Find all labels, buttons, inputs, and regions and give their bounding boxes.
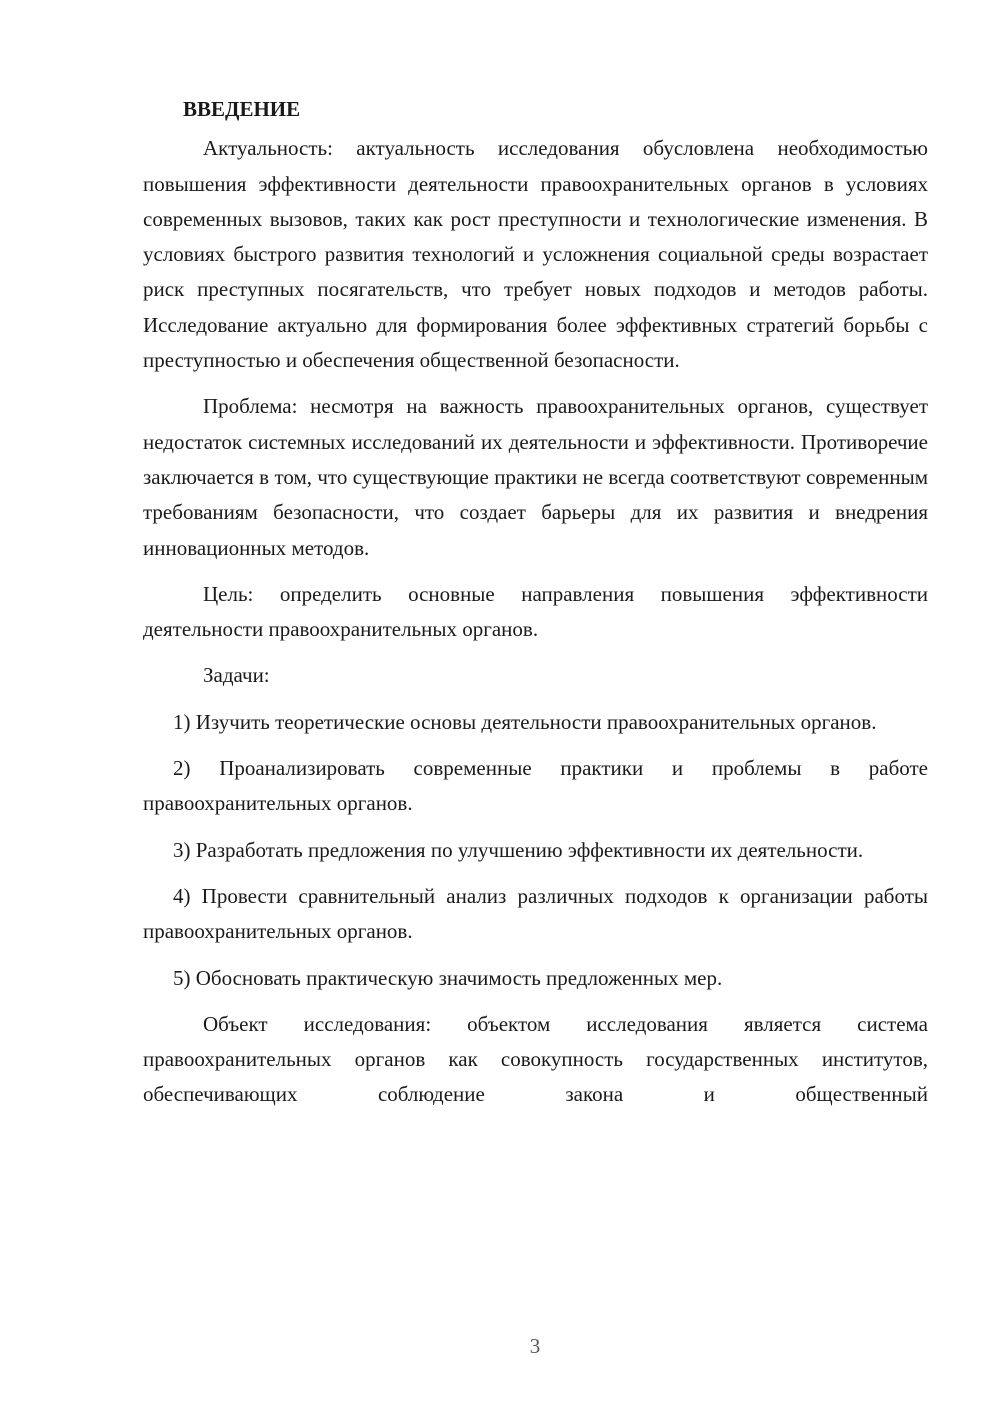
page-number: 3 xyxy=(529,1334,541,1358)
task-item: 5) Обосновать практическую значимость предложенных мер. xyxy=(173,965,723,990)
relevance-paragraph: Актуальность: актуальность исследования обусловлена необходимостью повышения эффективности деятельности правоохранительных органов в условиях современных вызовов, таких как рост преступности и технологические изменения. В условиях быстрого развития технологий и усложнения социальной среды возрастает риск преступных посягательств, что требует новых подходов и методов работы. Исследование актуально для формирования более эффективных стратегий борьбы с преступностью и обеспечения общественной безопасности. xyxy=(143,136,928,373)
task-item: 3) Разработать предложения по улучшению эффективности их деятельности. xyxy=(173,837,864,862)
document-page xyxy=(143,92,928,1124)
problem-paragraph: Проблема: несмотря на важность правоохранительных органов, существует недостаток системных исследований их деятельности и эффективности. Противоречие заключается в том, что существующие практики не всегда соответствуют современным требованиям безопасности, что создает барьеры для их развития и внедрения инновационных методов. xyxy=(143,394,928,560)
task-item: 1) Изучить теоретические основы деятельности правоохранительных органов. xyxy=(173,709,877,734)
task-item: 4) Провести сравнительный анализ различных подходов к организации работы правоохранительных органов. xyxy=(143,883,928,944)
section-heading: ВВЕДЕНИЕ xyxy=(183,97,301,121)
goal-paragraph: Цель: определить основные направления повышения эффективности деятельности правоохранительных органов. xyxy=(143,581,928,642)
tasks-heading: Задачи: xyxy=(203,663,270,688)
object-paragraph: Объект исследования: объектом исследования является система правоохранительных органов как совокупность государственных институтов, обеспечивающих соблюдение закона и общественный xyxy=(143,1011,928,1107)
task-item: 2) Проанализировать современные практики и проблемы в работе правоохранительных органов. xyxy=(143,756,928,816)
